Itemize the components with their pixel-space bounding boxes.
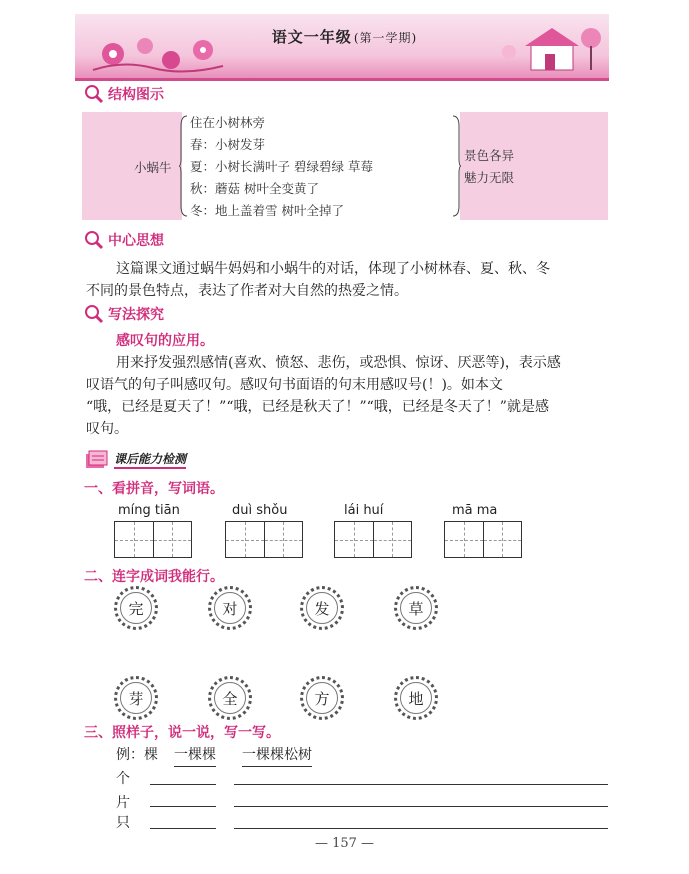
char-frame-top-4[interactable]: 草 bbox=[394, 586, 438, 630]
writing-line-4: 叹句。 bbox=[86, 421, 128, 437]
page-header-title: 语文一年级 (第一学期) bbox=[271, 28, 418, 46]
page-number: — 157 — bbox=[314, 836, 375, 851]
writing-subheading: 感叹句的应用。 bbox=[116, 333, 214, 349]
structure-result-1: 景色各异 bbox=[464, 148, 515, 163]
theme-line-1: 这篇课文通过蜗牛妈妈和小蜗牛的对话，体现了小树林春、夏、秋、冬 bbox=[116, 261, 550, 277]
pinyin-2: duì shǒu bbox=[232, 503, 288, 518]
pinyin-1: míng tiān bbox=[118, 503, 180, 518]
answer-line-2a[interactable] bbox=[150, 806, 216, 807]
writing-line-2: 叹语气的句子叫感叹句。感叹句书面语的句末用感叹号(！)。如本文 bbox=[86, 377, 503, 393]
book-icon bbox=[84, 448, 110, 470]
example-label: 例：棵 bbox=[116, 747, 158, 763]
char-frame-bottom-3[interactable]: 方 bbox=[300, 676, 344, 720]
writing-box-1[interactable] bbox=[114, 521, 192, 558]
pinyin-4: mā ma bbox=[452, 503, 498, 518]
row-label-1: 个 bbox=[116, 771, 130, 787]
char-frame-top-3[interactable]: 发 bbox=[300, 586, 344, 630]
answer-line-3a[interactable] bbox=[150, 828, 216, 829]
row-label-3: 只 bbox=[116, 815, 130, 831]
structure-result-2: 魅力无限 bbox=[464, 170, 515, 185]
structure-root: 小蜗牛 bbox=[134, 160, 172, 175]
question-1-title: 一、看拼音，写词语。 bbox=[84, 481, 224, 497]
structure-heading: 结构图示 bbox=[84, 84, 164, 104]
magnifier-icon bbox=[84, 304, 104, 324]
structure-line-spring: 春：小树发芽 bbox=[190, 137, 266, 152]
header-banner bbox=[75, 14, 609, 81]
right-brace-icon bbox=[452, 114, 462, 218]
answer-line-1a[interactable] bbox=[150, 784, 216, 785]
writing-box-2[interactable] bbox=[225, 521, 303, 558]
magnifier-icon bbox=[84, 230, 104, 250]
structure-line-1: 住在小树林旁 bbox=[190, 115, 266, 130]
theme-heading: 中心思想 bbox=[84, 230, 164, 250]
exercise-banner: 课后能力检测 bbox=[84, 448, 186, 470]
writing-box-4[interactable] bbox=[444, 521, 522, 558]
question-3-title: 三、照样子，说一说，写一写。 bbox=[84, 725, 280, 741]
char-frame-bottom-4[interactable]: 地 bbox=[394, 676, 438, 720]
magnifier-icon bbox=[84, 84, 104, 104]
char-frame-top-1[interactable]: 完 bbox=[114, 586, 158, 630]
answer-line-3b[interactable] bbox=[234, 828, 608, 829]
left-brace-icon bbox=[178, 114, 188, 218]
writing-heading: 写法探究 bbox=[84, 304, 164, 324]
structure-line-autumn: 秋：蘑菇 树叶全变黄了 bbox=[190, 181, 319, 196]
structure-line-winter: 冬：地上盖着雪 树叶全掉了 bbox=[190, 203, 344, 218]
structure-line-summer: 夏：小树长满叶子 碧绿碧绿 草莓 bbox=[190, 159, 373, 174]
char-frame-bottom-1[interactable]: 芽 bbox=[114, 676, 158, 720]
writing-box-3[interactable] bbox=[334, 521, 412, 558]
example-answer-a: 一棵棵 bbox=[174, 744, 216, 767]
answer-line-1b[interactable] bbox=[234, 784, 608, 785]
theme-line-2: 不同的景色特点，表达了作者对大自然的热爱之情。 bbox=[86, 283, 408, 299]
char-frame-bottom-2[interactable]: 全 bbox=[208, 676, 252, 720]
example-answer-b: 一棵棵松树 bbox=[242, 744, 312, 767]
question-2-title: 二、连字成词我能行。 bbox=[84, 569, 224, 585]
answer-line-2b[interactable] bbox=[234, 806, 608, 807]
writing-line-3: “哦，已经是夏天了！”“哦，已经是秋天了！”“哦，已经是冬天了！”就是感 bbox=[86, 399, 549, 415]
row-label-2: 片 bbox=[116, 795, 130, 811]
char-frame-top-2[interactable]: 对 bbox=[208, 586, 252, 630]
pinyin-3: lái huí bbox=[344, 503, 384, 518]
writing-line-1: 用来抒发强烈感情(喜欢、愤怒、悲伤，或恐惧、惊讶、厌恶等)，表示感 bbox=[116, 355, 561, 371]
